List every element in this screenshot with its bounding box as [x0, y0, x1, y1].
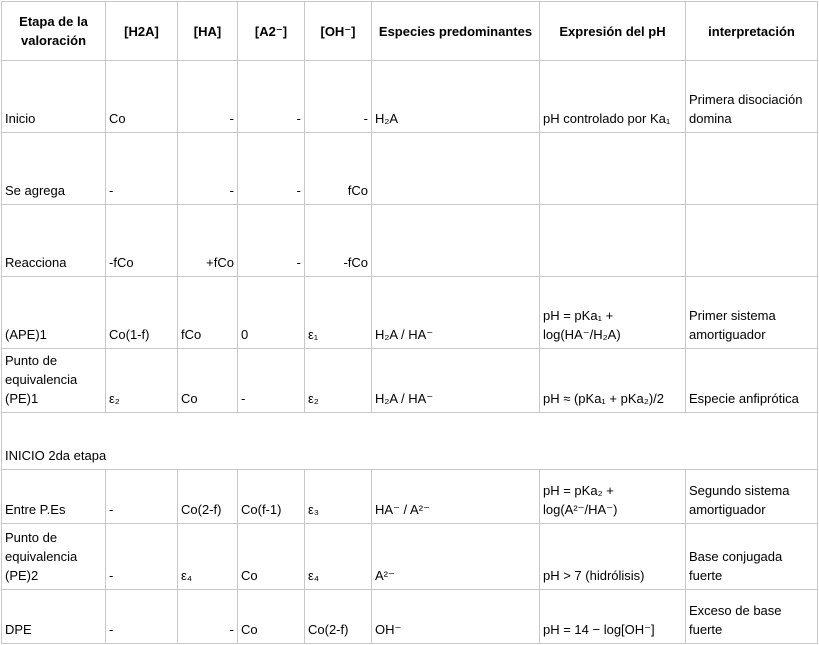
header-especies: Especies predominantes — [372, 2, 540, 61]
cell-h2a: - — [106, 470, 178, 524]
header-a2: [A2⁻] — [238, 2, 305, 61]
cell-interpretacion: Segundo sistema amortiguador — [686, 470, 818, 524]
cell-especies: HA⁻ / A²⁻ — [372, 470, 540, 524]
header-ha: [HA] — [178, 2, 238, 61]
row-inicio-2da-etapa — [2, 413, 818, 470]
row-se-agrega — [2, 133, 818, 205]
cell-oh: Co(2-f) — [305, 590, 372, 644]
cell-interpretacion: Primera disociación domina — [686, 61, 818, 133]
row-entre-pes — [2, 470, 818, 524]
cell-a2: Co — [238, 524, 305, 590]
cell-ha: +fCo — [178, 205, 238, 277]
header-expresion: Expresión del pH — [540, 2, 686, 61]
cell-expresion: pH controlado por Ka₁ — [540, 61, 686, 133]
cell-interpretacion: Especie anfiprótica — [686, 349, 818, 413]
cell-oh: ε₂ — [305, 349, 372, 413]
cell-h2a: -fCo — [106, 205, 178, 277]
cell-etapa: Se agrega — [2, 133, 106, 205]
cell-especies: OH⁻ — [372, 590, 540, 644]
cell-ha: - — [178, 590, 238, 644]
row-inicio — [2, 61, 818, 133]
cell-etapa: DPE — [2, 590, 106, 644]
cell-interpretacion — [686, 133, 818, 205]
row-dpe — [2, 590, 818, 644]
cell-interpretacion: Base conjugada fuerte — [686, 524, 818, 590]
cell-expresion: pH = 14 − log[OH⁻] — [540, 590, 686, 644]
cell-h2a: - — [106, 524, 178, 590]
cell-h2a: - — [106, 590, 178, 644]
header-row — [2, 2, 818, 61]
cell-expresion: pH > 7 (hidrólisis) — [540, 524, 686, 590]
cell-ha: Co(2-f) — [178, 470, 238, 524]
row-pe2 — [2, 524, 818, 590]
cell-etapa: Punto de equivalencia (PE)2 — [2, 524, 106, 590]
cell-etapa: (APE)1 — [2, 277, 106, 349]
cell-a2: 0 — [238, 277, 305, 349]
cell-a2: Co — [238, 590, 305, 644]
cell-oh: ε₃ — [305, 470, 372, 524]
header-interpretacion: interpretación — [686, 2, 818, 61]
cell-oh: fCo — [305, 133, 372, 205]
cell-oh: -fCo — [305, 205, 372, 277]
cell-interpretacion — [686, 205, 818, 277]
cell-expresion: pH ≈ (pKa₁ + pKa₂)/2 — [540, 349, 686, 413]
cell-ha: fCo — [178, 277, 238, 349]
titration-table — [1, 1, 818, 644]
cell-a2: - — [238, 61, 305, 133]
cell-especies: H₂A / HA⁻ — [372, 277, 540, 349]
header-etapa: Etapa de la valoración — [2, 2, 106, 61]
cell-especies: H₂A — [372, 61, 540, 133]
cell-a2: - — [238, 349, 305, 413]
header-h2a: [H2A] — [106, 2, 178, 61]
cell-h2a: ε₂ — [106, 349, 178, 413]
cell-interpretacion: Exceso de base fuerte — [686, 590, 818, 644]
row-ape1 — [2, 277, 818, 349]
cell-etapa: Reacciona — [2, 205, 106, 277]
cell-ha: Co — [178, 349, 238, 413]
cell-expresion — [540, 133, 686, 205]
row-pe1 — [2, 349, 818, 413]
cell-expresion: pH = pKa₁ + log(HA⁻/H₂A) — [540, 277, 686, 349]
cell-especies: H₂A / HA⁻ — [372, 349, 540, 413]
cell-h2a: Co — [106, 61, 178, 133]
cell-a2: Co(f-1) — [238, 470, 305, 524]
header-oh: [OH⁻] — [305, 2, 372, 61]
cell-etapa-span: INICIO 2da etapa — [2, 413, 818, 470]
cell-h2a: - — [106, 133, 178, 205]
cell-oh: ε₄ — [305, 524, 372, 590]
cell-especies — [372, 133, 540, 205]
cell-ha: - — [178, 133, 238, 205]
cell-etapa: Inicio — [2, 61, 106, 133]
cell-h2a: Co(1-f) — [106, 277, 178, 349]
cell-especies — [372, 205, 540, 277]
row-reacciona — [2, 205, 818, 277]
cell-ha: ε₄ — [178, 524, 238, 590]
cell-ha: - — [178, 61, 238, 133]
cell-interpretacion: Primer sistema amortiguador — [686, 277, 818, 349]
cell-etapa: Entre P.Es — [2, 470, 106, 524]
cell-expresion: pH = pKa₂ + log(A²⁻/HA⁻) — [540, 470, 686, 524]
cell-especies: A²⁻ — [372, 524, 540, 590]
cell-etapa: Punto de equivalencia (PE)1 — [2, 349, 106, 413]
cell-a2: - — [238, 205, 305, 277]
cell-oh: - — [305, 61, 372, 133]
cell-a2: - — [238, 133, 305, 205]
cell-oh: ε₁ — [305, 277, 372, 349]
cell-expresion — [540, 205, 686, 277]
